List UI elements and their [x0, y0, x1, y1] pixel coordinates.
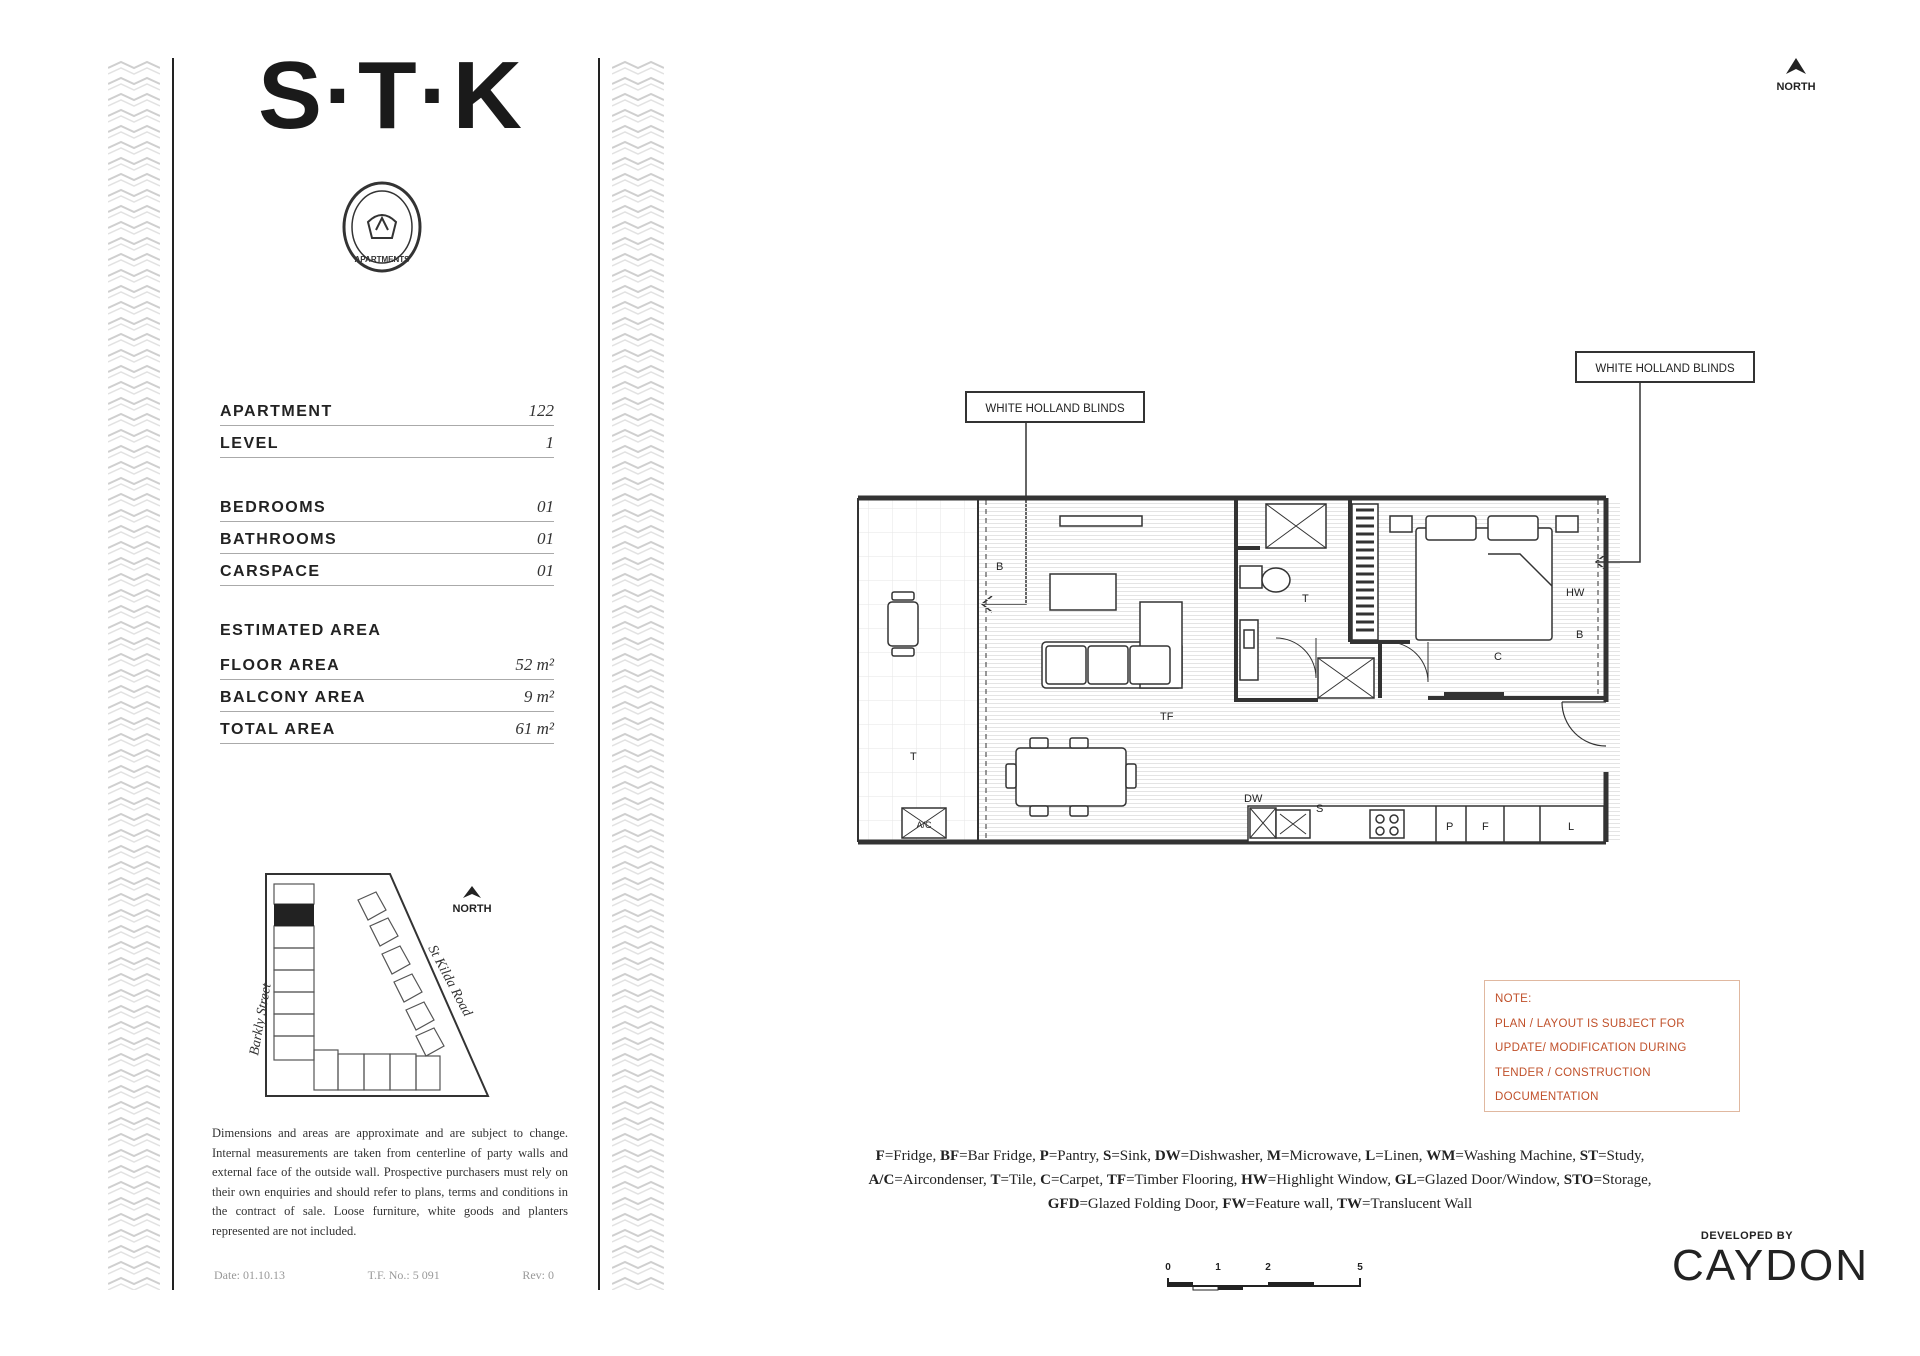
spec-label: APARTMENT — [220, 403, 333, 420]
legend-line-2 — [780, 1168, 1740, 1192]
spec-row-bedrooms — [220, 490, 554, 522]
coffee-table — [1050, 574, 1116, 610]
site-north-label: NORTH — [452, 903, 492, 915]
note-line: UPDATE/ MODIFICATION DURING — [1495, 1042, 1687, 1054]
legend-key: M — [1266, 1148, 1282, 1164]
decorative-border-left — [108, 60, 160, 1290]
balcony-table — [888, 592, 918, 656]
legend-value: =Washing Machine, — [1455, 1148, 1576, 1164]
estimated-area-heading: ESTIMATED AREA — [220, 622, 382, 639]
spec-row-apartment — [220, 394, 554, 426]
legend-key: A/C — [868, 1172, 895, 1188]
legend-line-3 — [780, 1192, 1740, 1216]
spec-group-apartment — [220, 394, 554, 458]
spec-label: CARSPACE — [220, 563, 321, 580]
floor-plan — [820, 340, 1820, 860]
decorative-border-right — [612, 60, 664, 1290]
legend-key: GFD — [1047, 1196, 1080, 1212]
scale-tick: 1 — [1215, 1262, 1221, 1273]
note-line: TENDER / CONSTRUCTION — [1495, 1066, 1651, 1079]
spec-value: 01 — [537, 529, 554, 548]
note-title: NOTE: — [1495, 993, 1532, 1005]
spec-row-carspace — [220, 554, 554, 586]
spec-label: BALCONY AREA — [220, 689, 367, 706]
north-label: NORTH — [1776, 81, 1816, 93]
street-label-st-kilda: St Kilda Road — [424, 942, 475, 1020]
spec-value: 122 — [528, 401, 554, 420]
dining-table — [1006, 738, 1136, 816]
wardrobe — [1352, 504, 1378, 640]
legend-value: =Storage, — [1593, 1172, 1652, 1188]
scale-tick: 0 — [1165, 1262, 1171, 1273]
legend-value: =Microwave, — [1281, 1148, 1362, 1164]
legend-value: =Study, — [1598, 1148, 1645, 1164]
plan-label-t-balcony: T — [910, 751, 917, 763]
legend-value: =Translucent Wall — [1362, 1196, 1473, 1212]
abbreviation-legend — [780, 1144, 1740, 1216]
legend-key: STO — [1563, 1172, 1594, 1188]
bedroom-tv — [1444, 692, 1504, 696]
north-arrow-icon — [463, 886, 481, 898]
legend-value: =Aircondenser, — [894, 1172, 987, 1188]
developer-logo — [1672, 1230, 1869, 1290]
legend-value: =Feature wall, — [1246, 1196, 1334, 1212]
spec-value: 52 m² — [515, 655, 554, 674]
spec-row-bathrooms — [220, 522, 554, 554]
callout-text: WHITE HOLLAND BLINDS — [985, 403, 1125, 415]
spec-row-floor-area — [220, 648, 554, 680]
spec-row-level — [220, 426, 554, 458]
aircon-unit — [902, 808, 946, 838]
spec-row-balcony-area — [220, 680, 554, 712]
plan-label-c: C — [1494, 651, 1502, 663]
legend-value: =Linen, — [1375, 1148, 1423, 1164]
legend-line-1 — [780, 1144, 1740, 1168]
plan-label-s: S — [1316, 803, 1324, 815]
street-label-barkly: Barkly Street — [247, 982, 275, 1057]
border-rule-right — [598, 58, 600, 1290]
legend-value: =Pantry, — [1048, 1148, 1100, 1164]
bed — [1390, 516, 1578, 640]
footer-rev: Rev: 0 — [522, 1268, 554, 1282]
legend-key: P — [1039, 1148, 1049, 1164]
spec-value: 1 — [545, 433, 554, 452]
brand-logo: S·T·K — [258, 42, 524, 149]
plan-label-t-bath: T — [1302, 593, 1309, 605]
border-rule-left — [172, 58, 174, 1290]
plan-label-tf: TF — [1160, 711, 1174, 723]
legend-value: =Timber Flooring, — [1126, 1172, 1238, 1188]
spec-value: 01 — [537, 561, 554, 580]
plan-label-dw: DW — [1244, 793, 1263, 805]
legend-value: =Glazed Door/Window, — [1416, 1172, 1560, 1188]
scale-tick: 2 — [1265, 1262, 1271, 1273]
legend-key: DW — [1154, 1148, 1181, 1164]
note-line: DOCUMENTATION — [1495, 1091, 1599, 1103]
disclaimer-text: Dimensions and areas are approximate and are subject to change. Internal measurements are taken from centerline of party walls and external face of the outside wall. Prospective purchasers must rely on their own enquiries and should refer to plans, terms and conditions in the contract of sale. Loose furniture, white goods and planters represented are not included. — [212, 1126, 568, 1238]
legend-value: =Sink, — [1111, 1148, 1152, 1164]
developer-label: DEVELOPED BY — [1700, 1230, 1794, 1242]
legend-key: GL — [1394, 1172, 1417, 1188]
plan-label-b: B — [996, 561, 1004, 573]
legend-key: HW — [1241, 1172, 1268, 1188]
scale-bar — [1160, 1260, 1370, 1300]
legend-key: FW — [1222, 1196, 1247, 1212]
legend-value: =Glazed Folding Door, — [1079, 1196, 1219, 1212]
plan-label-ac: A/C — [916, 820, 932, 830]
legend-value: =Fridge, — [884, 1148, 937, 1164]
balcony-floor — [858, 500, 978, 840]
plan-label-b-bed: B — [1576, 629, 1584, 641]
legend-key: TW — [1337, 1196, 1363, 1212]
spec-label: FLOOR AREA — [220, 657, 341, 674]
north-compass — [1766, 52, 1826, 94]
spec-value: 61 m² — [515, 719, 554, 738]
plan-label-p: P — [1446, 821, 1454, 833]
legend-value: =Tile, — [1000, 1172, 1037, 1188]
legend-key: L — [1365, 1148, 1376, 1164]
unit-location-marker — [274, 904, 314, 926]
spec-group-area — [220, 622, 554, 744]
plan-label-f: F — [1482, 821, 1489, 833]
legend-key: T — [990, 1172, 1001, 1188]
legend-key: ST — [1579, 1148, 1599, 1164]
note-line: PLAN / LAYOUT IS SUBJECT FOR — [1495, 1017, 1685, 1030]
footer-job: T.F. No.: 5 091 — [367, 1268, 440, 1282]
legend-key: S — [1102, 1148, 1112, 1164]
spec-value: 9 m² — [523, 687, 554, 706]
spec-row-total-area — [220, 712, 554, 744]
north-arrow-icon — [1786, 58, 1806, 74]
plan-label-l: L — [1568, 821, 1575, 833]
legend-key: WM — [1426, 1148, 1456, 1164]
developer-name: CAYDON — [1672, 1241, 1869, 1290]
construction-note — [1484, 980, 1740, 1112]
spec-label: BATHROOMS — [220, 531, 338, 548]
legend-key: C — [1040, 1172, 1051, 1188]
legend-value: =Dishwasher, — [1180, 1148, 1264, 1164]
legend-key: BF — [939, 1148, 960, 1164]
legend-value: =Carpet, — [1050, 1172, 1104, 1188]
legend-key: TF — [1106, 1172, 1127, 1188]
spec-label: BEDROOMS — [220, 499, 327, 516]
seal-text: APARTMENTS — [354, 255, 410, 264]
tv-unit — [1060, 516, 1142, 526]
legend-value: =Highlight Window, — [1267, 1172, 1392, 1188]
document-footer — [214, 1268, 554, 1283]
spec-value: 01 — [537, 497, 554, 516]
footer-date: Date: 01.10.13 — [214, 1268, 285, 1282]
site-plan — [247, 870, 508, 1106]
kitchen-bench — [1248, 806, 1604, 842]
scale-tick: 5 — [1357, 1262, 1363, 1273]
legend-value: =Bar Fridge, — [959, 1148, 1036, 1164]
spec-label: TOTAL AREA — [220, 721, 336, 738]
apartments-seal-logo — [340, 180, 424, 274]
spec-group-rooms — [220, 490, 554, 586]
plan-label-hw: HW — [1566, 587, 1585, 599]
legend-key: F — [875, 1148, 885, 1164]
spec-label: LEVEL — [220, 435, 280, 452]
callout-text: WHITE HOLLAND BLINDS — [1595, 363, 1735, 375]
